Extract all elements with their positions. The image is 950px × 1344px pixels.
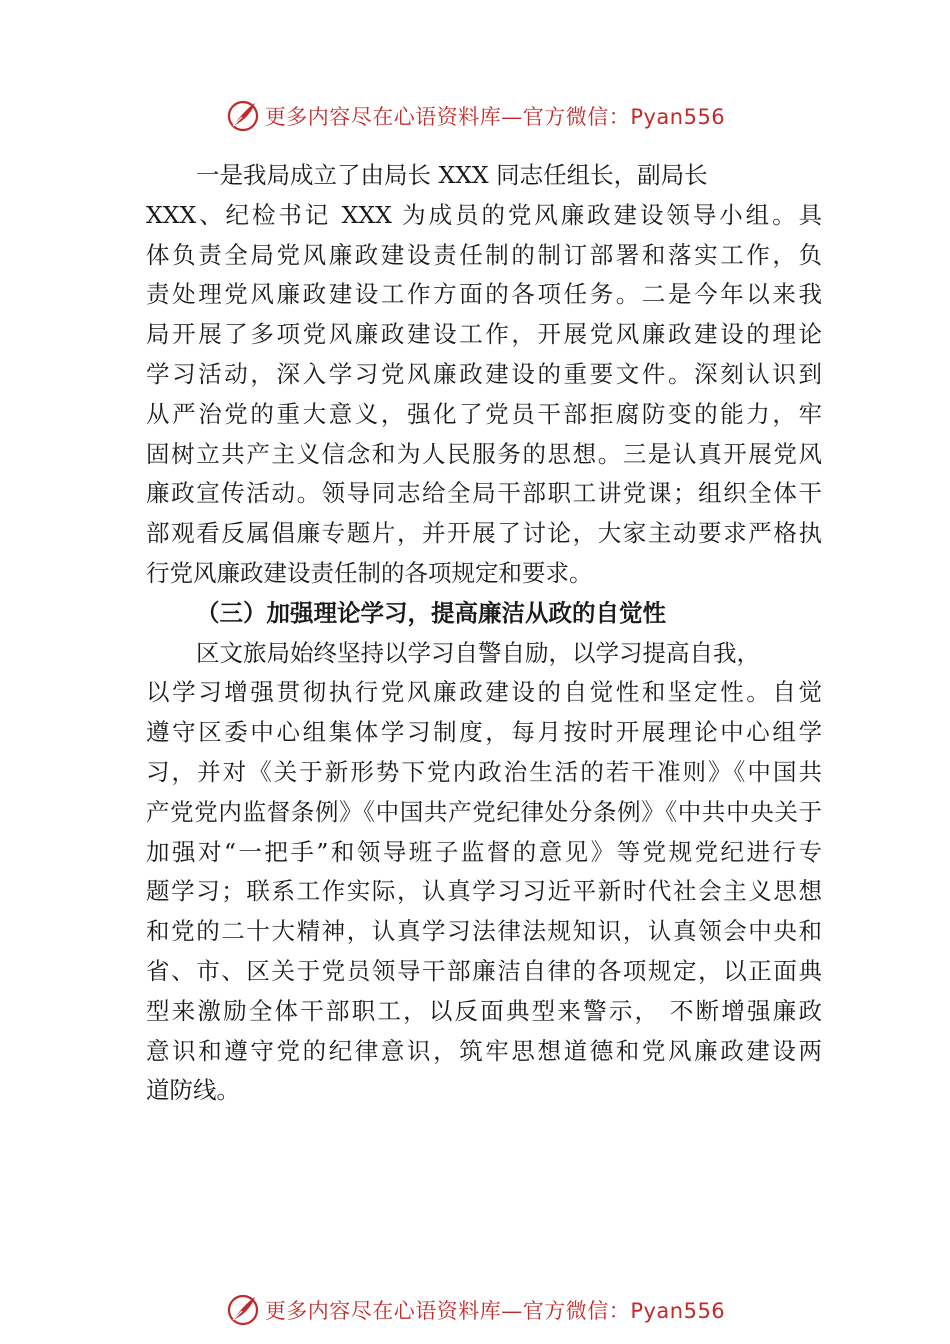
text-line: 廉政宣传活动。领导同志给全局干部职工讲党课；组织全体干 (146, 479, 822, 508)
text-line: 固树立共产主义信念和为人民服务的思想。三是认真开展党风 (146, 439, 822, 468)
text-line: 以学习增强贯彻执行党风廉政建设的自觉性和坚定性。自觉 (146, 678, 822, 707)
text-line: XXX、纪检书记 XXX 为成员的党风廉政建设领导小组。具 (146, 200, 822, 229)
header-banner (0, 94, 950, 138)
text-line: 型来激励全体干部职工，以反面典型来警示， 不断增强廉政 (146, 996, 822, 1025)
banner-label: 更多内容尽在心语资料库—官方微信： (264, 105, 631, 129)
text-line: 道防线。 (146, 1076, 240, 1105)
text-line: 一是我局成立了由局长 XXX 同志任组长，副局长 (196, 161, 708, 189)
text-line: 产党党内监督条例》《中国共产党纪律处分条例》《中共中央关于 (146, 797, 822, 826)
text-line: 题学习；联系工作实际，认真学习习近平新时代社会主义思想 (146, 877, 822, 906)
text-line: 行党风廉政建设责任制的各项规定和要求。 (146, 558, 593, 587)
text-line: 学习活动，深入学习党风廉政建设的重要文件。深刻认识到 (146, 359, 822, 388)
footer-banner (0, 1288, 950, 1332)
text-line: 从严治党的重大意义，强化了党员干部拒腐防变的能力，牢 (146, 399, 822, 428)
text-line: 遵守区委中心组集体学习制度，每月按时开展理论中心组学 (146, 718, 822, 747)
text-line: 部观看反属倡廉专题片，并开展了讨论，大家主动要求严格执 (146, 519, 822, 548)
banner-label: 更多内容尽在心语资料库—官方微信： (264, 1299, 631, 1323)
text-line: 责处理党风廉政建设工作方面的各项任务。二是今年以来我 (146, 280, 822, 309)
document-body (146, 156, 822, 1111)
text-line: 和党的二十大精神，认真学习法律法规知识，认真领会中央和 (146, 917, 822, 946)
text-line: 省、市、区关于党员领导干部廉洁自律的各项规定，以正面典 (146, 956, 822, 985)
banner-text (265, 101, 725, 131)
text-line: 局开展了多项党风廉政建设工作，开展党风廉政建设的理论 (146, 320, 822, 349)
wechat-id: Pyan556 (630, 1299, 726, 1323)
text-line: 习，并对《关于新形势下党内政治生活的若干准则》《中国共 (146, 757, 822, 786)
text-line: 体负责全局党风廉政建设责任制的制订部署和落实工作，负 (146, 240, 822, 269)
text-line: 区文旅局始终坚持以学习自警自励，以学习提高自我， (196, 638, 760, 667)
wechat-id: Pyan556 (630, 105, 726, 129)
text-line: 加强对“一把手”和领导班子监督的意见》等党规党纪进行专 (146, 837, 822, 866)
quill-pen-logo-icon (225, 98, 261, 134)
quill-pen-logo-icon (225, 1292, 261, 1328)
banner-text (265, 1295, 725, 1325)
text-line: 意识和遵守党的纪律意识，筑牢思想道德和党风廉政建设两 (146, 1036, 822, 1065)
section-heading: （三）加强理论学习，提高廉洁从政的自觉性 (196, 598, 666, 627)
